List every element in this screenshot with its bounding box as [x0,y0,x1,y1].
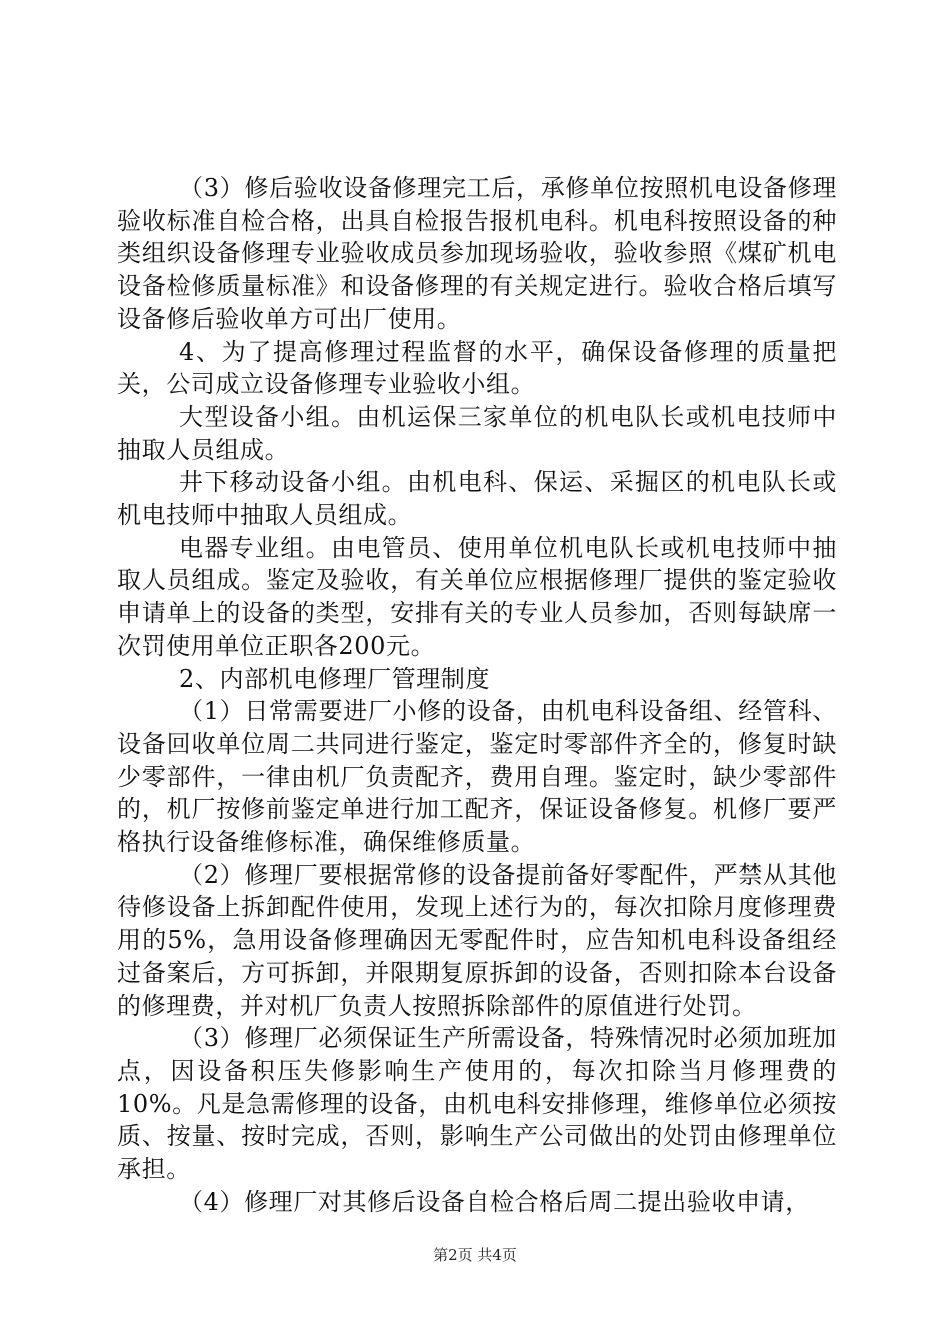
paragraph: （2）修理厂要根据常修的设备提前备好零配件，严禁从其他待修设备上拆卸配件使用，发现上述行为的，每次扣除月度修理费用的5%，急用设备修理确因无零配件时，应告知机电科设备组经过备案后，方可拆卸，并限期复原拆卸的设备，否则扣除本台设备的修理费，并对机厂负责人按照拆除部件的原值进行处罚。 [117,860,837,1020]
paragraph: 4、为了提高修理过程监督的水平，确保设备修理的质量把关，公司成立设备修理专业验收小组。 [117,337,837,399]
page-number-footer: 第2页 共4页 [433,1246,517,1264]
paragraph: 大型设备小组。由机运保三家单位的机电队长或机电技师中抽取人员组成。 [117,402,837,464]
paragraph: 井下移动设备小组。由机电科、保运、采掘区的机电队长或机电技师中抽取人员组成。 [117,468,837,530]
document-body [117,172,837,1219]
paragraph: 电器专业组。由电管员、使用单位机电队长或机电技师中抽取人员组成。鉴定及验收，有关单位应根据修理厂提供的鉴定验收申请单上的设备的类型，安排有关的专业人员参加，否则每缺席一次罚使用单位正职各200元。 [117,533,837,660]
paragraph: （4）修理厂对其修后设备自检合格后周二提出验收申请， [179,1187,810,1216]
paragraph: （3）修理厂必须保证生产所需设备，特殊情况时必须加班加点，因设备积压失修影响生产使用的，每次扣除当月修理费的10%。凡是急需修理的设备，由机电科安排修理，维修单位必须按质、按量、按时完成，否则，影响生产公司做出的处罚由修理单位承担。 [117,1024,837,1184]
section-heading: 2、内部机电修理厂管理制度 [179,664,491,693]
paragraph: （1）日常需要进厂小修的设备，由机电科设备组、经管科、设备回收单位周二共同进行鉴定，鉴定时零部件齐全的，修复时缺少零部件，一律由机厂负责配齐，费用自理。鉴定时，缺少零部件的，机厂按修前鉴定单进行加工配齐，保证设备修复。机修厂要严格执行设备维修标准，确保维修质量。 [117,697,837,857]
paragraph: （3）修后验收设备修理完工后，承修单位按照机电设备修理验收标准自检合格，出具自检报告报机电科。机电科按照设备的种类组织设备修理专业验收成员参加现场验收，验收参照《煤矿机电设备检修质量标准》和设备修理的有关规定进行。验收合格后填写设备修后验收单方可出厂使用。 [117,174,837,333]
